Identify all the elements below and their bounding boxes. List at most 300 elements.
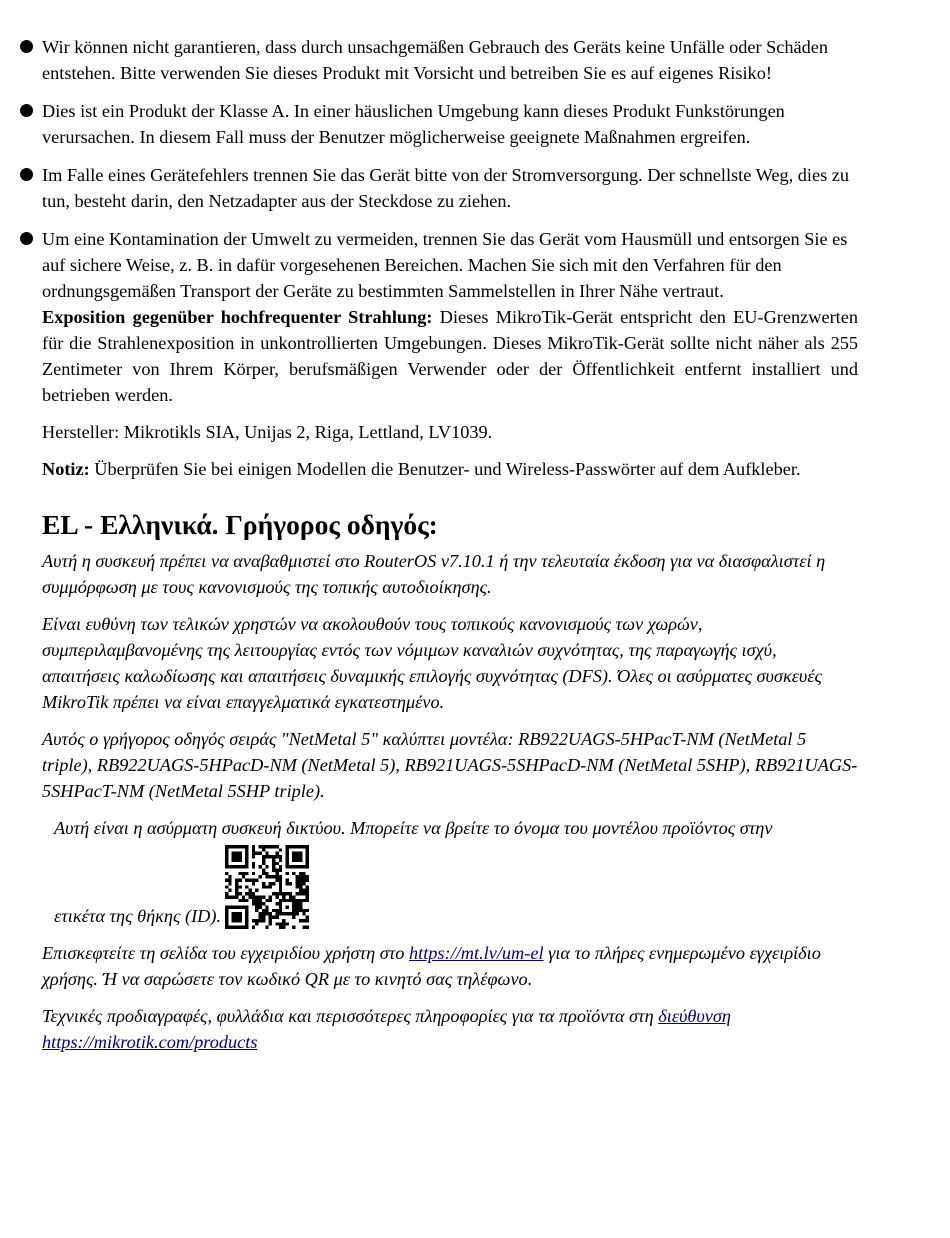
qr-module — [232, 926, 235, 929]
manual-text-before: Επισκεφτείτε τη σελίδα του εγχειριδίου χρήστη στο — [42, 943, 409, 963]
list-item — [42, 34, 858, 86]
qr-module — [228, 875, 231, 878]
qr-module — [275, 916, 278, 919]
qr-module — [259, 899, 262, 902]
qr-module — [286, 848, 289, 851]
device-paragraph — [54, 815, 858, 929]
qr-module — [245, 912, 248, 915]
qr-module — [259, 852, 262, 855]
qr-module — [286, 879, 289, 882]
qr-module — [255, 922, 258, 925]
qr-module — [238, 852, 241, 855]
qr-module — [279, 899, 282, 902]
manual-paragraph — [42, 940, 858, 992]
qr-module — [252, 899, 255, 902]
qr-module — [235, 895, 238, 898]
qr-module — [242, 872, 245, 875]
qr-module — [282, 892, 285, 895]
qr-module — [292, 845, 295, 848]
qr-module — [282, 919, 285, 922]
qr-module — [306, 852, 309, 855]
qr-module — [296, 899, 299, 902]
qr-module — [269, 922, 272, 925]
qr-module — [299, 889, 302, 892]
qr-module — [302, 892, 305, 895]
qr-module — [249, 895, 252, 898]
qr-module — [245, 916, 248, 919]
qr-module — [279, 855, 282, 858]
qr-module — [265, 865, 268, 868]
models-paragraph: Αυτός ο γρήγορος οδηγός σειράς "NetMetal 5" καλύπτει μοντέλα: RB922UAGS-5HPacT-NM (NetMetal 5 triple), RB922UAGS-5HPacD-NM (NetMetal 5), RB921UAGS-5SHPacD-NM (NetMetal 5SHP), RB921UAGS-5SHPacT-NM (NetMetal 5SHP triple). — [42, 729, 858, 801]
rf-exposure-label: Exposition gegenüber hochfrequenter Strahlung: — [42, 307, 433, 327]
qr-module — [296, 882, 299, 885]
qr-module — [238, 865, 241, 868]
qr-module — [299, 892, 302, 895]
qr-module — [272, 858, 275, 861]
qr-module — [259, 865, 262, 868]
qr-module — [235, 916, 238, 919]
qr-module — [286, 858, 289, 861]
qr-module — [238, 879, 241, 882]
qr-module — [262, 872, 265, 875]
qr-module — [275, 879, 278, 882]
qr-module — [252, 882, 255, 885]
qr-module — [265, 909, 268, 912]
qr-module — [235, 855, 238, 858]
qr-module — [286, 845, 289, 848]
qr-module — [272, 882, 275, 885]
qr-module — [302, 865, 305, 868]
qr-module — [252, 892, 255, 895]
qr-module — [238, 899, 241, 902]
qr-module — [286, 892, 289, 895]
qr-module — [245, 899, 248, 902]
qr-module — [262, 912, 265, 915]
qr-module — [262, 916, 265, 919]
qr-module — [302, 912, 305, 915]
qr-module — [242, 895, 245, 898]
qr-module — [286, 882, 289, 885]
qr-module — [242, 865, 245, 868]
qr-module — [282, 895, 285, 898]
qr-module — [306, 889, 309, 892]
qr-module — [225, 848, 228, 851]
qr-module — [272, 862, 275, 865]
qr-module — [225, 895, 228, 898]
qr-module — [225, 865, 228, 868]
qr-module — [272, 865, 275, 868]
qr-module — [228, 905, 231, 908]
qr-module — [272, 855, 275, 858]
qr-module — [299, 909, 302, 912]
qr-module — [279, 885, 282, 888]
qr-module — [228, 845, 231, 848]
qr-module — [275, 852, 278, 855]
qr-module — [242, 845, 245, 848]
qr-module — [235, 865, 238, 868]
qr-module — [255, 889, 258, 892]
qr-module — [232, 855, 235, 858]
qr-module — [245, 848, 248, 851]
qr-module — [232, 865, 235, 868]
qr-module — [232, 916, 235, 919]
qr-module — [249, 889, 252, 892]
qr-module — [279, 926, 282, 929]
qr-module — [302, 875, 305, 878]
qr-module — [245, 905, 248, 908]
qr-module — [262, 882, 265, 885]
qr-module — [265, 845, 268, 848]
qr-module — [242, 899, 245, 902]
qr-module — [269, 855, 272, 858]
qr-module — [235, 912, 238, 915]
qr-module — [255, 852, 258, 855]
qr-module — [306, 909, 309, 912]
qr-module — [238, 885, 241, 888]
qr-module — [255, 895, 258, 898]
qr-module — [269, 885, 272, 888]
qr-module — [238, 905, 241, 908]
qr-module — [286, 865, 289, 868]
qr-module — [299, 855, 302, 858]
bullet-icon — [20, 232, 33, 245]
qr-module — [252, 845, 255, 848]
qr-module — [299, 919, 302, 922]
qr-module — [279, 909, 282, 912]
qr-module — [228, 879, 231, 882]
qr-module — [262, 869, 265, 872]
qr-module — [262, 848, 265, 851]
qr-module — [232, 852, 235, 855]
qr-module — [282, 912, 285, 915]
rf-exposure-text: Dieses MikroTik-Gerät entspricht den EU-Grenzwerten für die Strahlenexposition in unkontrollierten Umgebungen. Dieses MikroTik-Gerät sollte nicht näher als 255 Zentimeter von Ihrem Körper, berufsmäßigen Verwender oder der Öffentlichkeit entfernt installiert und betrieben werden. — [42, 307, 858, 405]
qr-module — [228, 926, 231, 929]
qr-module — [279, 879, 282, 882]
qr-module — [286, 872, 289, 875]
qr-module — [245, 919, 248, 922]
qr-module — [235, 879, 238, 882]
qr-module — [272, 892, 275, 895]
qr-module — [255, 879, 258, 882]
qr-module — [306, 895, 309, 898]
qr-module — [232, 912, 235, 915]
qr-module — [282, 926, 285, 929]
qr-module — [245, 909, 248, 912]
bullet-icon — [20, 168, 33, 181]
qr-module — [279, 882, 282, 885]
qr-module — [235, 885, 238, 888]
qr-module — [242, 905, 245, 908]
qr-module — [289, 892, 292, 895]
qr-module — [302, 882, 305, 885]
qr-module — [292, 912, 295, 915]
products-link[interactable]: https://mikrotik.com/products — [42, 1032, 258, 1052]
qr-module — [269, 845, 272, 848]
qr-module — [296, 905, 299, 908]
qr-module — [252, 926, 255, 929]
qr-module — [302, 926, 305, 929]
qr-module — [245, 865, 248, 868]
qr-module — [275, 862, 278, 865]
qr-module — [252, 848, 255, 851]
qr-module — [292, 895, 295, 898]
qr-module — [225, 879, 228, 882]
qr-module — [238, 912, 241, 915]
qr-module — [296, 845, 299, 848]
qr-module — [275, 902, 278, 905]
qr-module — [265, 872, 268, 875]
specs-text-before: Τεχνικές προδιαγραφές, φυλλάδια και περισσότερες πληροφορίες για τα προϊόντα στη — [42, 1006, 659, 1026]
qr-module — [262, 885, 265, 888]
qr-module — [299, 875, 302, 878]
qr-module — [286, 922, 289, 925]
qr-module — [296, 865, 299, 868]
qr-module — [235, 858, 238, 861]
qr-module — [225, 892, 228, 895]
qr-module — [238, 855, 241, 858]
qr-module — [296, 879, 299, 882]
qr-module — [292, 909, 295, 912]
qr-module — [259, 845, 262, 848]
qr-module — [296, 855, 299, 858]
qr-module — [245, 858, 248, 861]
qr-module — [279, 869, 282, 872]
qr-module — [296, 902, 299, 905]
qr-module — [289, 865, 292, 868]
user-manual-link[interactable]: https://mt.lv/um-el — [408, 943, 544, 963]
qr-module — [225, 909, 228, 912]
qr-module — [282, 899, 285, 902]
qr-module — [275, 892, 278, 895]
upgrade-paragraph: Αυτή η συσκευή πρέπει να αναβαθμιστεί στο RouterOS v7.10.1 ή την τελευταία έκδοση για να διασφαλιστεί η συμμόρφωση με τους κανονισμούς της τοπικής αυτοδιοίκησης. — [42, 551, 826, 597]
qr-module — [286, 862, 289, 865]
qr-module — [275, 909, 278, 912]
qr-module — [286, 905, 289, 908]
qr-module — [252, 872, 255, 875]
qr-module — [299, 845, 302, 848]
responsibility-paragraph: Είναι ευθύνη των τελικών χρηστών να ακολουθούν τους τοπικούς κανονισμούς των χωρών, συμπεριλαμβανομένης της λειτουργίας εντός των νόμιμων καναλιών συχνότητας, της παραγωγής ισχύ, απαιτήσεις καλωδίωσης και απαιτήσεις δυναμικής επιλογής συχνότητας (DFS). Όλες οι ασύρματες συσκευές MikroTik πρέπει να είναι επαγγελματικά εγκατεστημένο. — [42, 614, 822, 712]
note-paragraph — [42, 456, 858, 482]
qr-module — [259, 895, 262, 898]
qr-module — [279, 865, 282, 868]
qr-module — [292, 852, 295, 855]
qr-module — [225, 858, 228, 861]
qr-module — [306, 845, 309, 848]
qr-module — [306, 862, 309, 865]
qr-module — [296, 852, 299, 855]
qr-module — [245, 879, 248, 882]
qr-module — [262, 902, 265, 905]
qr-module — [299, 902, 302, 905]
qr-module — [225, 855, 228, 858]
qr-module — [245, 845, 248, 848]
qr-module — [235, 882, 238, 885]
qr-module — [235, 845, 238, 848]
qr-module — [225, 916, 228, 919]
qr-module — [302, 889, 305, 892]
qr-module — [282, 922, 285, 925]
bullet-text: Im Falle eines Gerätefehlers trennen Sie das Gerät bitte von der Stromversorgung. Der schnellste Weg, dies zu tun, besteht darin, den Netzadapter aus der Steckdose zu ziehen. — [42, 165, 850, 211]
qr-module — [275, 869, 278, 872]
qr-module — [306, 916, 309, 919]
qr-module — [225, 926, 228, 929]
qr-module — [269, 912, 272, 915]
qr-module — [252, 852, 255, 855]
qr-code-icon — [225, 845, 309, 929]
bullet-text: Um eine Kontamination der Umwelt zu vermeiden, trennen Sie das Gerät vom Hausmüll und entsorgen Sie es auf sichere Weise, z. B. in dafür vorgesehenen Bereichen. Machen Sie sich mit den Verfahren für den ordnungsgemäßen Transport der Geräte zu bestimmten Sammelstellen in Ihrer Nähe vertraut. — [42, 229, 848, 301]
device-text-line1: Αυτή είναι η ασύρματη συσκευή δικτύου. Μπορείτε να βρείτε το όνομα του μοντέλου προϊόντος στην — [54, 818, 773, 838]
qr-module — [275, 855, 278, 858]
qr-module — [275, 895, 278, 898]
qr-module — [252, 879, 255, 882]
qr-module — [299, 882, 302, 885]
qr-module — [262, 895, 265, 898]
bullet-icon — [20, 40, 33, 53]
qr-module — [306, 858, 309, 861]
qr-module — [306, 875, 309, 878]
qr-module — [286, 912, 289, 915]
qr-module — [272, 869, 275, 872]
qr-module — [245, 885, 248, 888]
qr-module — [265, 885, 268, 888]
qr-module — [259, 912, 262, 915]
qr-module — [245, 872, 248, 875]
qr-module — [225, 922, 228, 925]
qr-module — [228, 865, 231, 868]
qr-module — [296, 912, 299, 915]
qr-module — [289, 912, 292, 915]
qr-module — [296, 885, 299, 888]
qr-module — [235, 919, 238, 922]
qr-module — [238, 858, 241, 861]
qr-module — [286, 852, 289, 855]
qr-module — [225, 905, 228, 908]
qr-module — [289, 882, 292, 885]
manufacturer-line: Hersteller: Mikrotikls SIA, Unijas 2, Riga, Lettland, LV1039. — [42, 422, 493, 442]
qr-module — [269, 882, 272, 885]
qr-module — [286, 899, 289, 902]
qr-module — [306, 919, 309, 922]
qr-module — [255, 905, 258, 908]
list-item — [42, 162, 858, 214]
rf-exposure-paragraph — [42, 304, 858, 408]
qr-module — [225, 919, 228, 922]
qr-module — [235, 852, 238, 855]
qr-module — [262, 855, 265, 858]
manual-text-after: για το πλήρες ενημερωμένο εγχειρίδιο χρήσης. Ή να σαρώσετε τον κωδικό QR με το κινητό σας τηλέφωνο. — [42, 943, 821, 989]
qr-module — [259, 902, 262, 905]
qr-module — [306, 892, 309, 895]
qr-module — [269, 916, 272, 919]
qr-module — [235, 889, 238, 892]
qr-module — [275, 845, 278, 848]
qr-module — [265, 855, 268, 858]
qr-module — [286, 855, 289, 858]
qr-module — [265, 926, 268, 929]
qr-module — [252, 855, 255, 858]
qr-module — [245, 862, 248, 865]
qr-module — [255, 899, 258, 902]
qr-module — [225, 862, 228, 865]
qr-module — [269, 899, 272, 902]
bullet-icon — [20, 104, 33, 117]
qr-module — [225, 852, 228, 855]
qr-module — [292, 872, 295, 875]
qr-module — [238, 916, 241, 919]
qr-module — [292, 916, 295, 919]
qr-module — [269, 875, 272, 878]
qr-module — [275, 922, 278, 925]
qr-module — [265, 905, 268, 908]
qr-module — [232, 905, 235, 908]
qr-module — [296, 875, 299, 878]
qr-module — [279, 889, 282, 892]
qr-module — [272, 909, 275, 912]
qr-module — [302, 899, 305, 902]
specs-paragraph — [42, 1003, 858, 1055]
qr-module — [228, 895, 231, 898]
qr-module — [292, 905, 295, 908]
qr-module — [306, 865, 309, 868]
qr-module — [296, 909, 299, 912]
qr-module — [225, 845, 228, 848]
qr-module — [292, 902, 295, 905]
qr-module — [299, 879, 302, 882]
qr-module — [235, 926, 238, 929]
qr-module — [262, 919, 265, 922]
qr-module — [296, 892, 299, 895]
specs-link-word[interactable]: διεύθυνση — [658, 1006, 731, 1026]
section-heading-greek: EL - Ελληνικά. Γρήγορος οδηγός: — [42, 509, 438, 540]
qr-module — [292, 926, 295, 929]
qr-module — [275, 875, 278, 878]
note-text: Überprüfen Sie bei einigen Modellen die Benutzer- und Wireless-Passwörter auf dem Aufkleber. — [89, 459, 801, 479]
qr-module — [292, 855, 295, 858]
qr-module — [302, 845, 305, 848]
qr-module — [232, 845, 235, 848]
qr-module — [259, 919, 262, 922]
qr-module — [299, 885, 302, 888]
qr-module — [299, 852, 302, 855]
qr-module — [306, 885, 309, 888]
qr-module — [252, 865, 255, 868]
qr-module — [252, 919, 255, 922]
qr-module — [279, 848, 282, 851]
qr-module — [235, 905, 238, 908]
list-item — [42, 226, 858, 304]
qr-module — [306, 879, 309, 882]
qr-module — [275, 872, 278, 875]
qr-module — [279, 912, 282, 915]
qr-module — [299, 899, 302, 902]
qr-module — [238, 872, 241, 875]
qr-module — [225, 912, 228, 915]
qr-module — [225, 885, 228, 888]
qr-module — [252, 895, 255, 898]
qr-module — [279, 875, 282, 878]
qr-module — [255, 909, 258, 912]
qr-module — [235, 892, 238, 895]
qr-module — [232, 858, 235, 861]
qr-module — [262, 909, 265, 912]
qr-module — [302, 919, 305, 922]
qr-module — [265, 852, 268, 855]
qr-module — [245, 852, 248, 855]
qr-module — [299, 858, 302, 861]
qr-module — [279, 858, 282, 861]
qr-module — [238, 926, 241, 929]
qr-module — [289, 899, 292, 902]
